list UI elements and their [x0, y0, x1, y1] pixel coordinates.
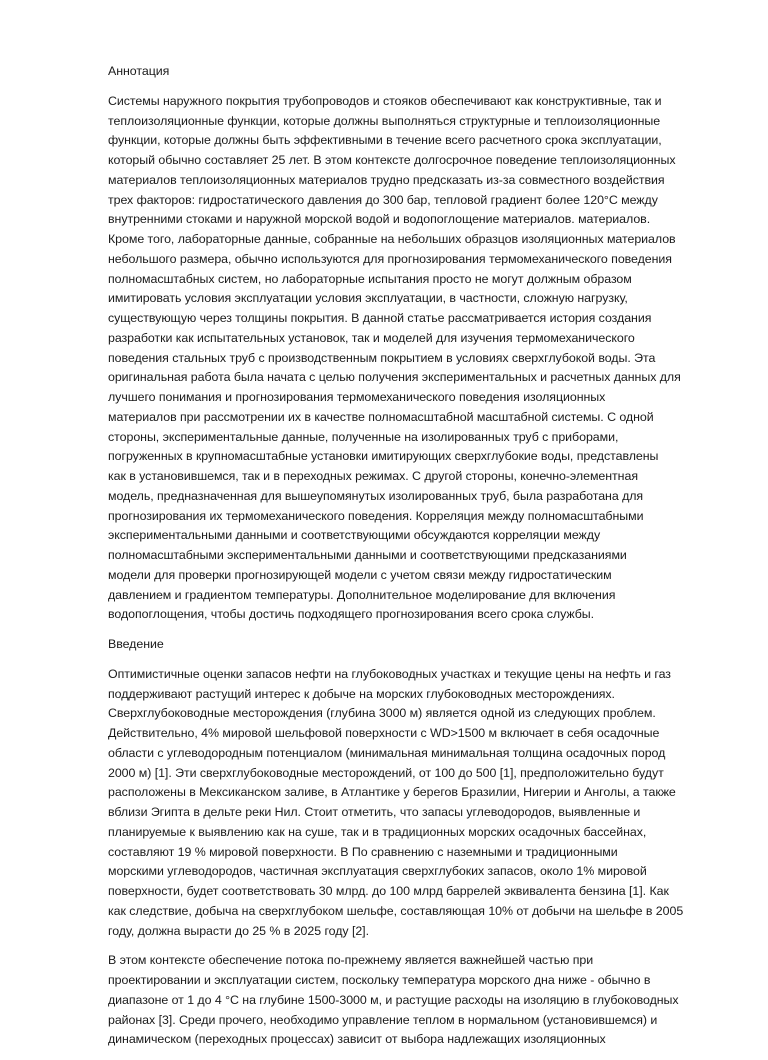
text-line: Действительно, 4% мировой шельфовой поверхности с WD>1500 м включает в себя осадочные	[108, 726, 660, 740]
text-line: 2000 м) [1]. Эти сверхглубоководные месторождений, от 100 до 500 [1], предположительно будут	[108, 765, 664, 780]
text-line: области с углеводородным потенциалом (минимальная минимальная толщина осадочных пород	[108, 745, 666, 760]
text-line: разработки как испытательных установок, так и моделей для изучения термомеханического	[108, 330, 635, 345]
text-line: теплоизоляционные функции, которые должны выполняться структурные и теплоизоляционные	[108, 113, 661, 128]
text-line: планируемые к выявлению как на суше, так и в традиционных морских осадочных бассейнах,	[108, 824, 647, 839]
text-line: поддерживают растущий интерес к добыче на морских глубоководных месторождениях.	[108, 686, 615, 701]
abstract-paragraph	[108, 92, 728, 625]
text-line: давлением и градиентом температуры. Дополнительное моделирование для включения	[108, 587, 616, 602]
text-line: внутренними стоками и наружной морской водой и водопоглощение материалов. материалов.	[108, 212, 651, 227]
text-line: Оптимистичные оценки запасов нефти на глубоководных участках и текущие цены на нефть и газ	[108, 666, 671, 681]
text-line: водопоглощения, чтобы достичь подходящего прогнозирования всего срока службы.	[108, 607, 595, 622]
text-line: существующую через толщины покрытия. В данной статье рассматривается история создания	[108, 311, 652, 325]
text-line: полномасштабными экспериментальными данными и соответствующими предсказаниями	[108, 548, 627, 562]
text-line: расположены в Мексиканском заливе, в Атлантике у берегов Бразилии, Нигерии и Анголы, а также	[108, 785, 676, 800]
text-line: погруженных в крупномасштабные установки имитирующих сверхглубокие воды, представлены	[108, 449, 659, 464]
text-line: полномасштабных систем, но лабораторные испытания просто не могут должным образом	[108, 271, 632, 286]
text-line: материалов теплоизоляционных материалов трудно предсказать из-за совместного воздействия	[108, 172, 665, 187]
text-line: районах [3]. Среди прочего, необходимо управление теплом в нормальном (установившемся) и	[108, 1012, 658, 1027]
text-line: оригинальная работа была начата с целью получения экспериментальных и расчетных данных для	[108, 370, 681, 385]
text-line: лучшего понимания и прогнозирования термомеханического поведения изоляционных	[108, 390, 606, 404]
text-line: материалов при рассмотрении их в качестве полномасштабной масштабной системы. С одной	[108, 409, 654, 424]
text-line: трех факторов: гидростатического давления до 300 бар, тепловой градиент более 120°C между	[108, 192, 658, 207]
text-line: Системы наружного покрытия трубопроводов и стояков обеспечивают как конструктивные, так и	[108, 93, 662, 108]
introduction-paragraph-2	[108, 951, 728, 1050]
text-line: функции, которые должны быть эффективными в течение всего расчетного срока эксплуатации,	[108, 133, 662, 148]
text-line: Сверхглубоководные месторождения (глубина 3000 м) является одной из следующих проблем.	[108, 706, 656, 721]
introduction-paragraph-1	[108, 665, 728, 942]
text-line: динамическом (переходных процессах) зависит от выбора надлежащих изоляционных	[108, 1032, 606, 1047]
text-line: Кроме того, лабораторные данные, собранные на небольших образцов изоляционных материалов	[108, 232, 676, 246]
text-line: поведения стальных труб с производственным покрытием в условиях сверхглубокой воды. Эта	[108, 350, 656, 365]
text-line: стороны, экспериментальные данные, полученные на изолированных труб с приборами,	[108, 429, 619, 444]
text-line: поверхности, будет соответствовать 30 млрд. до 100 млрд баррелей эквивалента бензина [1]. Как	[108, 884, 669, 898]
text-line: прогнозирования их термомеханического поведения. Корреляция между полномасштабными	[108, 508, 644, 523]
text-line: модель, предназначенная для вышеупомянутых изолированных труб, была разработана для	[108, 488, 644, 503]
text-line: как следствие, добыча на сверхглубоком шельфе, составляющая 10% от добычи на шельфе в 2005	[108, 903, 684, 918]
text-line: проектировании и эксплуатации систем, поскольку температура морского дна ниже - обычно в	[108, 973, 651, 987]
document-page	[108, 62, 728, 1060]
text-line: морскими углеводородов, частичная эксплуатация сверхглубоких запасов, около 1% мировой	[108, 864, 647, 879]
abstract-heading: Аннотация	[108, 64, 170, 78]
text-line: который обычно составляет 25 лет. В этом контексте долгосрочное поведение теплоизоляционных	[108, 153, 676, 167]
text-line: экспериментальными данными и соответствующими обсуждаются корреляции между	[108, 528, 601, 543]
text-line: году, должна вырасти до 25 % в 2025 году [2].	[108, 923, 369, 938]
text-line: как в установившемся, так и в переходных режимах. С другой стороны, конечно-элементная	[108, 469, 638, 483]
text-line: вблизи Эгипта в дельте реки Нил. Стоит отметить, что запасы углеводородов, выявленные и	[108, 805, 641, 819]
text-line: В этом контексте обеспечение потока по-прежнему является важнейшей частью при	[108, 953, 594, 968]
text-line: небольшого размера, обычно используются для прогнозирования термомеханического поведения	[108, 251, 672, 266]
introduction-heading: Введение	[108, 637, 164, 651]
text-line: составляют 19 % мировой поверхности. В По сравнению с наземными и традиционными	[108, 844, 618, 859]
text-line: модели для проверки прогнозирующей модели с учетом связи между гидростатическим	[108, 567, 612, 582]
text-line: имитировать условия эксплуатации условия эксплуатации, в частности, сложную нагрузку,	[108, 291, 628, 306]
text-line: диапазоне от 1 до 4 °C на глубине 1500-3000 м, и растущие расходы на изоляцию в глубоководных	[108, 992, 679, 1007]
